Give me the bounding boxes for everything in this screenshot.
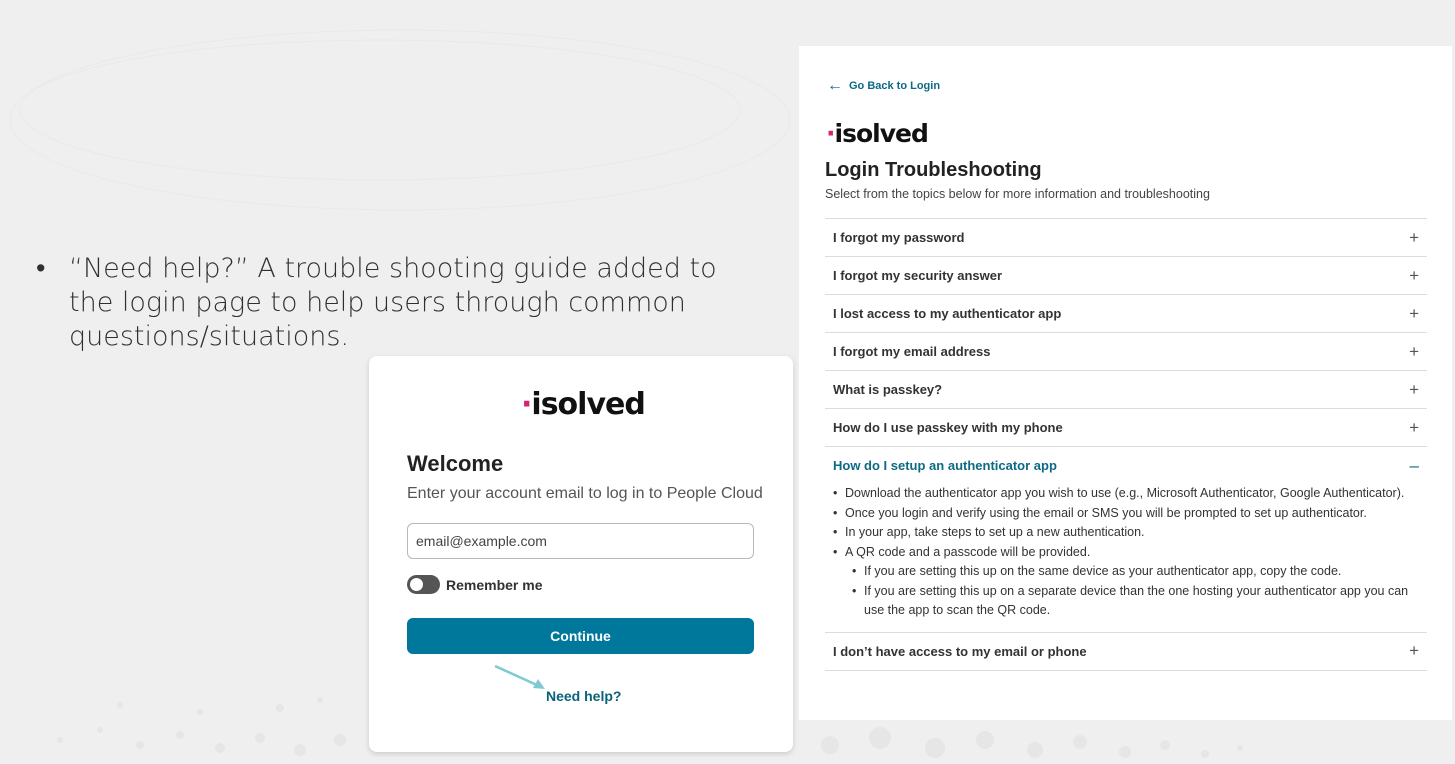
plus-icon: + [1409, 341, 1419, 361]
slide-bullet [36, 252, 756, 354]
faq-header[interactable] [825, 633, 1427, 670]
plus-icon: + [1409, 417, 1419, 437]
logo-dot-icon: · [521, 387, 532, 422]
logo-text: isolved [834, 119, 928, 148]
faq-label: I forgot my password [833, 230, 965, 245]
welcome-heading: Welcome [407, 451, 504, 476]
bullet-text: “Need help?” A trouble shooting guide added to the login page to help users through common questions/situations. [69, 253, 717, 352]
faq-sub-step: • If you are setting this up on a separate device than the one hosting your authenticator app you can use the app to scan the QR code. [852, 582, 1415, 621]
faq-header[interactable] [825, 447, 1427, 484]
faq-sub-step: • If you are setting this up on the same device as your authenticator app, copy the code. [852, 562, 1415, 582]
faq-step: • A QR code and a passcode will be provided. [833, 543, 1415, 563]
faq-label: I forgot my email address [833, 344, 991, 359]
plus-icon: + [1409, 265, 1419, 285]
faq-item-lost-authenticator [825, 295, 1427, 333]
faq-item-forgot-email [825, 333, 1427, 371]
faq-item-passkey-phone [825, 409, 1427, 447]
faq-body [825, 484, 1427, 632]
need-help-link[interactable]: Need help? [546, 688, 622, 704]
faq-header[interactable] [825, 371, 1427, 408]
page-title: Login Troubleshooting [825, 159, 1042, 181]
faq-item-setup-authenticator [825, 447, 1427, 633]
remember-me-label: Remember me [446, 577, 543, 593]
faq-header[interactable] [825, 219, 1427, 256]
toggle-knob [410, 578, 423, 591]
go-back-link[interactable] [827, 77, 941, 94]
faq-item-forgot-security-answer [825, 257, 1427, 295]
plus-icon: + [1409, 641, 1419, 660]
plus-icon: + [1409, 379, 1419, 399]
faq-step: • Download the authenticator app you wish to use (e.g., Microsoft Authenticator, Google Authenticator). [833, 484, 1415, 504]
continue-button[interactable]: Continue [407, 618, 754, 654]
faq-item-no-email-phone [825, 633, 1427, 671]
faq-label: How do I use passkey with my phone [833, 420, 1063, 435]
faq-header[interactable] [825, 295, 1427, 332]
pointer-arrow-icon [493, 664, 549, 692]
troubleshooting-panel [799, 46, 1452, 720]
remember-me-toggle[interactable] [407, 575, 440, 594]
faq-step: • In your app, take steps to set up a new authentication. [833, 523, 1415, 543]
faq-label: I don’t have access to my email or phone [833, 643, 1087, 659]
logo-dot-icon: · [826, 119, 835, 148]
logo-text: isolved [531, 387, 645, 422]
faq-accordion [825, 218, 1427, 671]
login-card [369, 356, 793, 752]
faq-label: How do I setup an authenticator app [833, 458, 1057, 473]
page-subtitle: Select from the topics below for more information and troubleshooting [825, 187, 1210, 201]
minus-icon: – [1409, 455, 1419, 475]
bullet-symbol: • [36, 253, 46, 284]
faq-item-what-is-passkey [825, 371, 1427, 409]
faq-step: • Once you login and verify using the email or SMS you will be prompted to set up authenticator. [833, 504, 1415, 524]
faq-header[interactable] [825, 257, 1427, 294]
faq-header[interactable] [825, 333, 1427, 370]
faq-label: I lost access to my authenticator app [833, 306, 1062, 321]
email-field[interactable] [407, 523, 754, 559]
go-back-label: Go Back to Login [849, 80, 941, 92]
isolved-logo [826, 119, 928, 148]
faq-header[interactable] [825, 409, 1427, 446]
plus-icon: + [1409, 227, 1419, 247]
arrow-left-icon: ← [827, 77, 843, 94]
plus-icon: + [1409, 303, 1419, 323]
faq-label: What is passkey? [833, 382, 943, 397]
faq-label: I forgot my security answer [833, 268, 1003, 283]
login-subtitle: Enter your account email to log in to People Cloud [407, 485, 763, 502]
faq-item-forgot-password [825, 219, 1427, 257]
isolved-logo [521, 387, 645, 422]
